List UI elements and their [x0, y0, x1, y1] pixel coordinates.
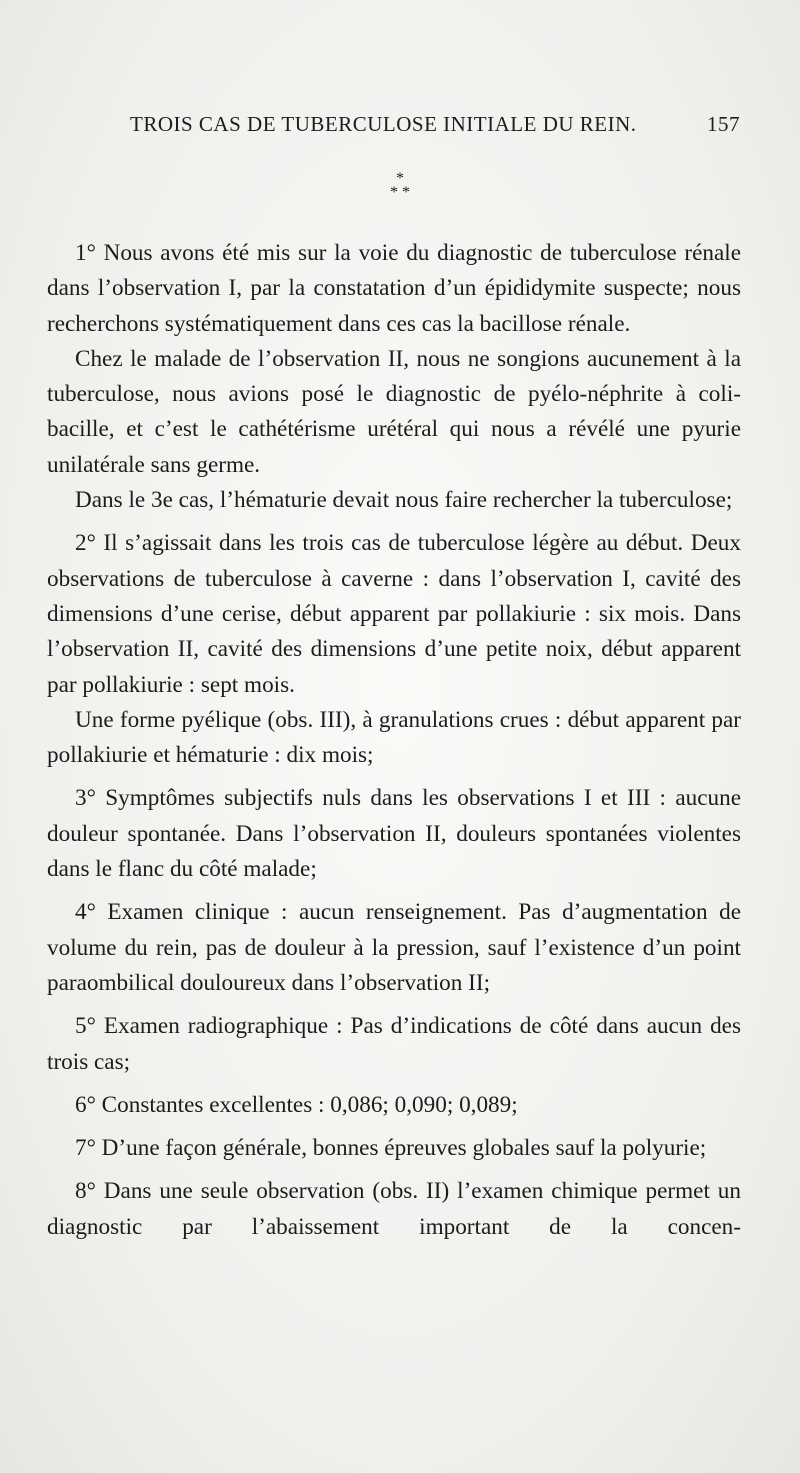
separator-star-top: * — [396, 170, 404, 187]
separator-stars-bottom: * * — [390, 184, 410, 201]
paragraph-8: 5° Examen radiographique : Pas d’indications de côté dans aucun des trois cas; — [47, 1013, 741, 1075]
running-header — [130, 112, 740, 137]
section-separator — [0, 172, 800, 200]
paragraph-5: Une forme pyélique (obs. III), à granulations crues : début apparent par pollakiurie et hématurie : dix mois; — [47, 706, 741, 769]
paragraph-10: 7° D’une façon générale, bonnes épreuves globales sauf la polyurie; — [75, 1135, 707, 1162]
paragraph-1: 1° Nous avons été mis sur la voie du diagnostic de tuberculose rénale dans l’observation I, par la constatation d’un épididymite suspecte; nous recherchons systématiquement dans ces cas la bacillose rénale. — [47, 240, 741, 337]
paragraph-11: 8° Dans une seule observation (obs. II) l’examen chimique permet un diagnostic par l’abaissement important de la concen- — [47, 1178, 741, 1240]
paragraph-9: 6° Constantes excellentes : 0,086; 0,090; 0,089; — [75, 1091, 518, 1118]
running-title: TROIS CAS DE TUBERCULOSE INITIALE DU REIN. — [130, 112, 637, 136]
paragraph-3: Dans le 3e cas, l’hématurie devait nous faire rechercher la tuberculose; — [75, 487, 733, 514]
paragraph-4: 2° Il s’agissait dans les trois cas de tuberculose légère au début. Deux observations de tuberculose à caverne : dans l’observation I, cavité des dimensions d’une cerise, début apparent par pollakiurie : six mois. Dans l’observation II, cavité des dimensions d’une petite noix, début apparent par pollakiurie : sept mois. — [47, 530, 741, 698]
paragraph-2: Chez le malade de l’observation II, nous ne songions aucunement à la tuberculose, nous avions posé le diagnostic de pyélo-néphrite à coli-bacille, et c’est le cathétérisme urétéral qui nous a révélé une pyurie unilatérale sans germe. — [47, 345, 741, 478]
page-number: 157 — [707, 112, 740, 136]
paragraph-6: 3° Symptômes subjectifs nuls dans les observations I et III : aucune douleur spontanée. Dans l’observation II, douleurs spontanées violentes dans le flanc du côté malade; — [47, 785, 741, 883]
body-text — [47, 236, 741, 1245]
paragraph-7: 4° Examen clinique : aucun renseignement. Pas d’augmentation de volume du rein, pas de douleur à la pression, sauf l’existence d’un point paraombilical douloureux dans l’observation II; — [47, 899, 741, 996]
